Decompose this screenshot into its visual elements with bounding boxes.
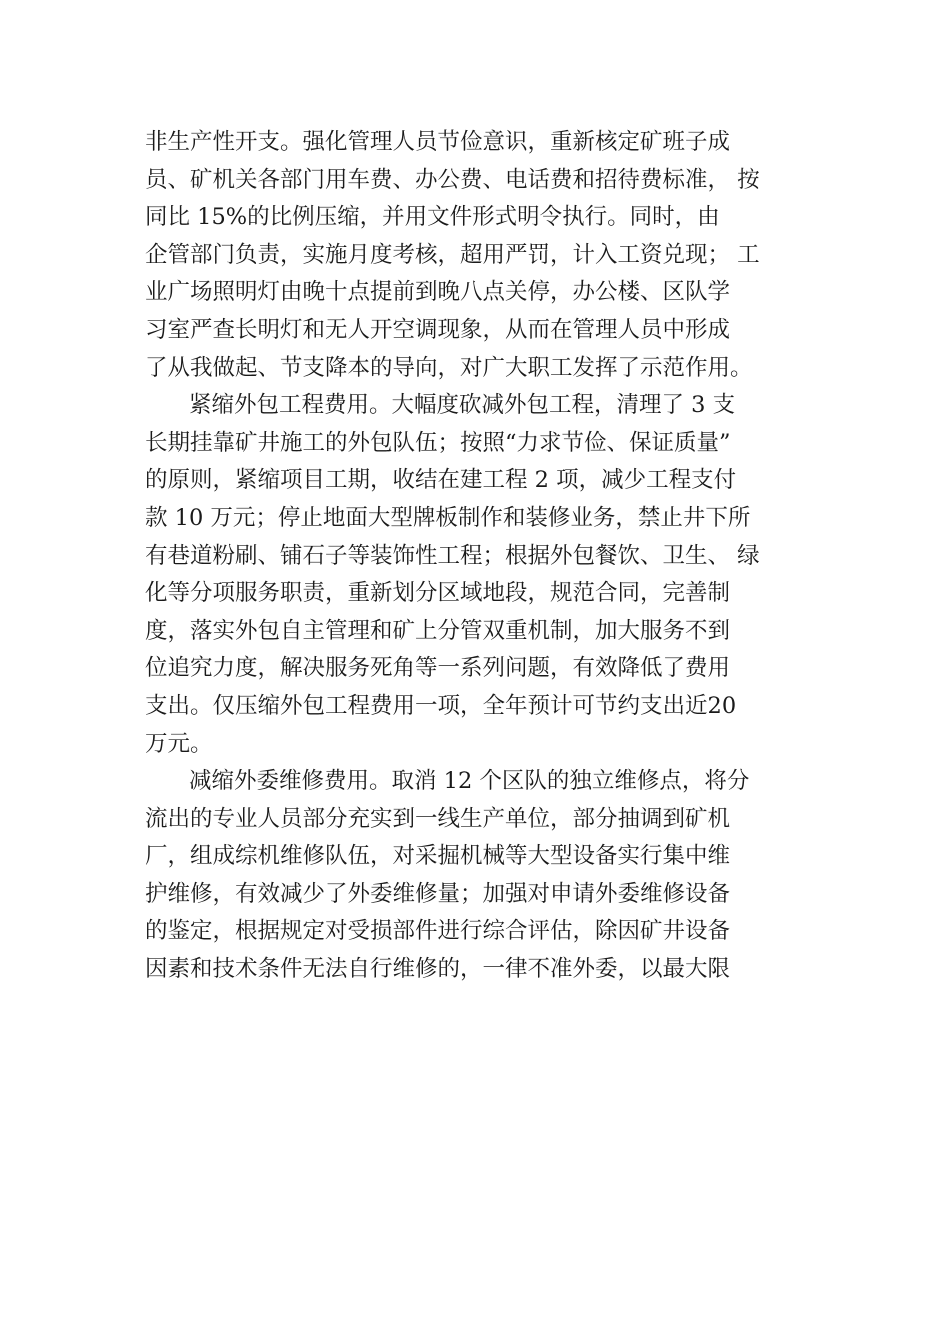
text-line: 长期挂靠矿井施工的外包队伍；按照“力求节俭、保证质量” — [145, 429, 731, 456]
text-line: 员、矿机关各部门用车费、办公费、电话费和招待费标准， 按 — [145, 166, 760, 193]
text-line: 有巷道粉刷、铺石子等装饰性工程；根据外包餐饮、卫生、 绿 — [145, 542, 760, 569]
text-line: 万元。 — [145, 730, 213, 757]
text-line: 位追究力度，解决服务死角等一系列问题，有效降低了费用 — [145, 655, 731, 682]
text-line: 度，落实外包自主管理和矿上分管双重机制，加大服务不到 — [145, 617, 731, 644]
text-line: 同比 15%的比例压缩，并用文件形式明令执行。同时，由 — [145, 204, 720, 231]
text-line: 减缩外委维修费用。取消 12 个区队的独立维修点，将分 — [189, 768, 750, 795]
text-line: 因素和技术条件无法自行维修的，一律不准外委，以最大限 — [145, 956, 731, 983]
text-line: 款 10 万元；停止地面大型牌板制作和装修业务，禁止井下所 — [145, 504, 751, 531]
paragraph-non-production-expenses — [145, 124, 825, 387]
text-line: 化等分项服务职责，重新划分区域地段，规范合同，完善制 — [145, 580, 731, 607]
text-line: 了从我做起、节支降本的导向，对广大职工发挥了示范作用。 — [145, 354, 753, 381]
text-line: 习室严查长明灯和无人开空调现象，从而在管理人员中形成 — [145, 316, 731, 343]
text-line: 流出的专业人员部分充实到一线生产单位，部分抽调到矿机 — [145, 805, 731, 832]
text-line: 的原则，紧缩项目工期，收结在建工程 2 项，减少工程支付 — [145, 467, 737, 494]
text-line: 厂，组成综机维修队伍，对采掘机械等大型设备实行集中维 — [145, 843, 731, 870]
text-line: 的鉴定，根据规定对受损部件进行综合评估，除因矿井设备 — [145, 918, 731, 945]
text-line: 非生产性开支。强化管理人员节俭意识，重新核定矿班子成 — [145, 129, 731, 155]
text-line: 支出。仅压缩外包工程费用一项，全年预计可节约支出近20 — [145, 692, 737, 719]
text-line: 业广场照明灯由晚十点提前到晚八点关停，办公楼、区队学 — [145, 279, 731, 306]
text-line: 紧缩外包工程费用。大幅度砍减外包工程，清理了 3 支 — [189, 392, 736, 419]
paragraph-outsourcing-costs — [145, 387, 825, 763]
paragraph-repair-costs — [145, 763, 825, 989]
text-line: 企管部门负责，实施月度考核，超用严罚，计入工资兑现； 工 — [145, 241, 760, 268]
document-body-text — [145, 124, 825, 989]
text-line: 护维修，有效减少了外委维修量；加强对申请外委维修设备 — [145, 880, 731, 907]
